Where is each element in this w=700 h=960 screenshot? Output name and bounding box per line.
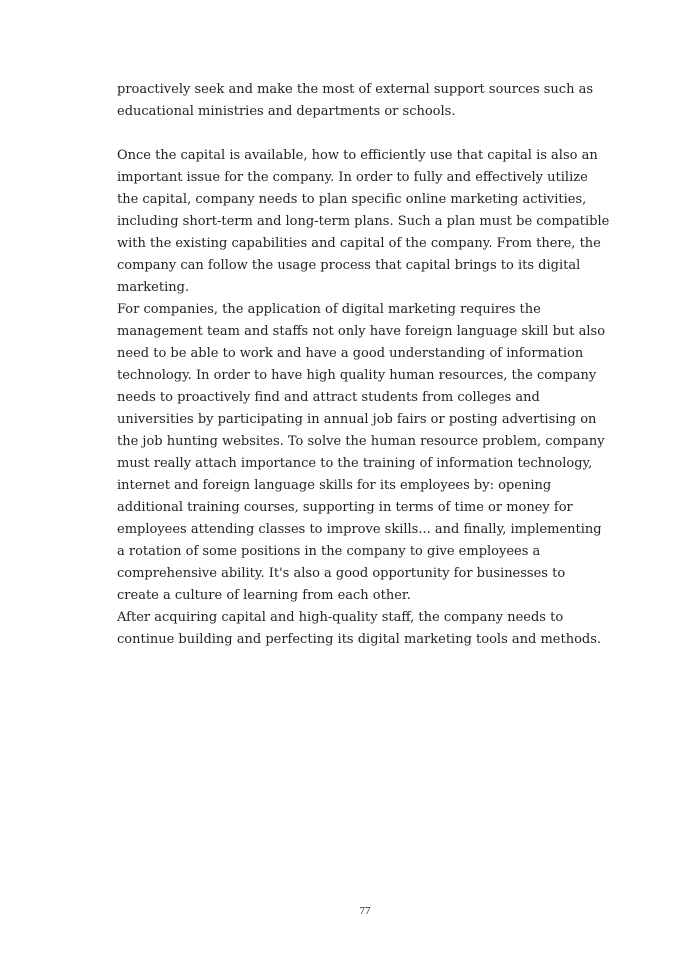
paragraph-capital-usage: Once the capital is available, how to efficiently use that capital is also an important issue for the company. In order to fully and effectively utilize the capital, company needs to plan specific online marketing activities, including short-term and long-term plans. Such a plan must be compatible with the existing capabilities and capital of the company. From there, the company can follow the usage process that capital brings to its digital marketing. bbox=[117, 148, 610, 295]
paragraph-external-support: proactively seek and make the most of external support sources such as educational ministries and departments or schools. bbox=[117, 82, 594, 119]
page-number: 77 bbox=[359, 905, 371, 917]
body-text bbox=[117, 79, 617, 651]
paragraph-marketing-tools: After acquiring capital and high-quality staff, the company needs to continue building and perfecting its digital marketing tools and methods. bbox=[117, 610, 602, 647]
paragraph-gap bbox=[117, 123, 617, 145]
paragraph-human-resources: For companies, the application of digital marketing requires the management team and staffs not only have foreign language skill but also need to be able to work and have a good understanding of information technology. In order to have high quality human resources, the company needs to proactively find and attract students from colleges and universities by participating in annual job fairs or posting advertising on the job hunting websites. To solve the human resource problem, company must really attach importance to the training of information technology, internet and foreign language skills for its employees by: opening additional training courses, supporting in terms of time or money for employees attending classes to improve skills... and finally, implementing a rotation of some positions in the company to give employees a comprehensive ability. It's also a good opportunity for businesses to create a culture of learning from each other. bbox=[117, 302, 606, 603]
